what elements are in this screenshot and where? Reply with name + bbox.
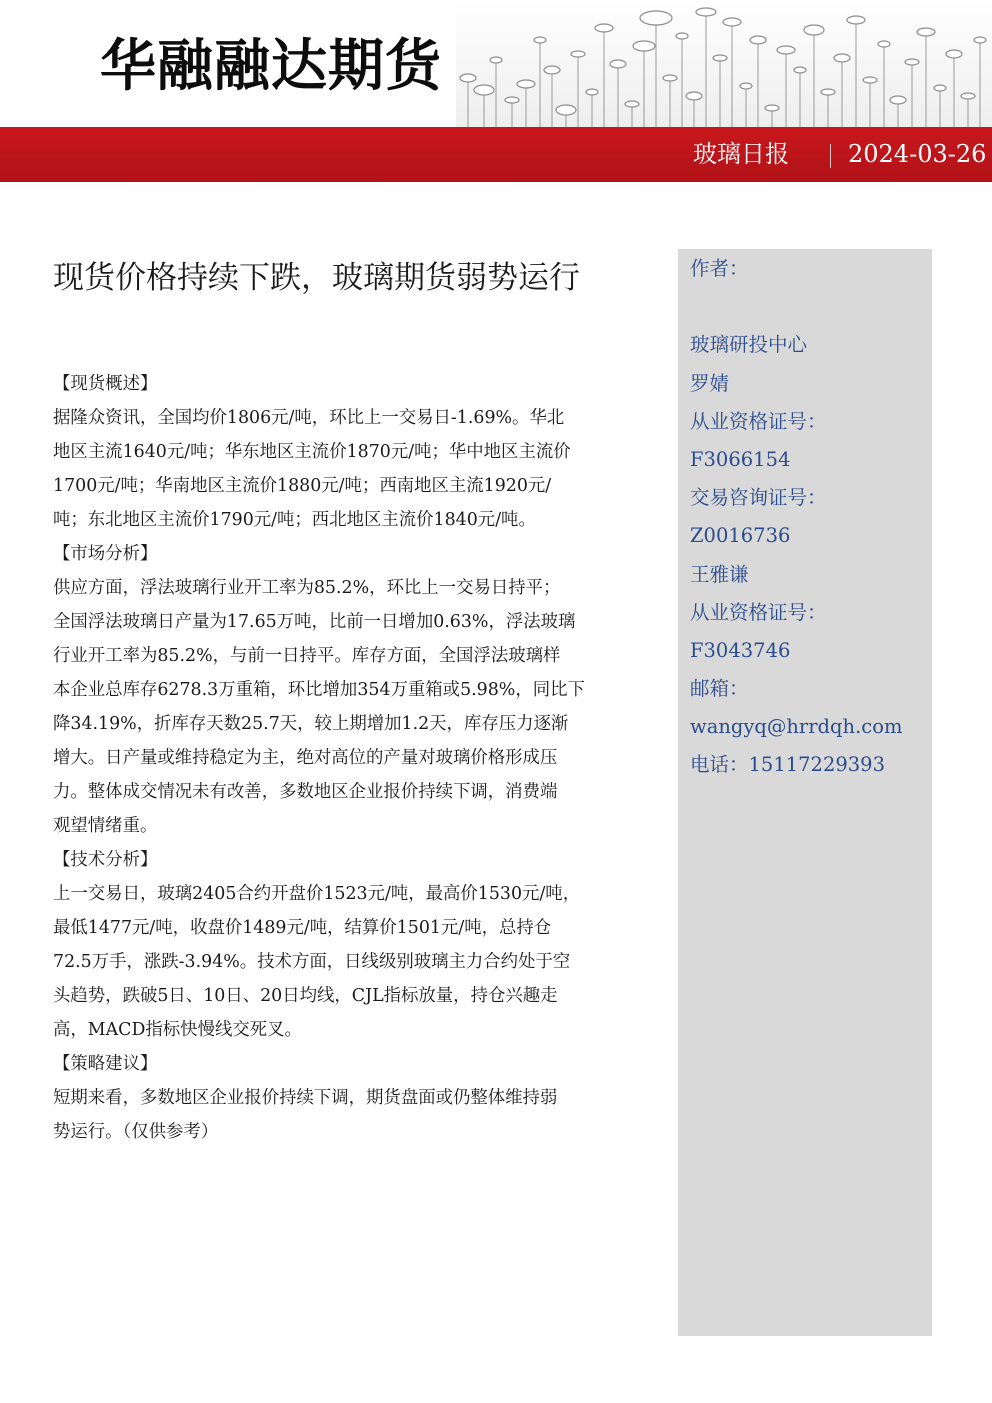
body-line: 地区主流1640元/吨；华东地区主流价1870元/吨；华中地区主流价 [53,442,571,462]
header-separator [830,144,831,168]
header-red-bar [0,127,992,182]
email-label: 邮箱： [690,677,749,701]
body-line: 上一交易日，玻璃2405合约开盘价1523元/吨，最高价1530元/吨， [53,884,581,904]
qualification-label: 从业资格证号： [690,409,827,433]
sidebar-spacer [690,288,926,326]
report-body [53,367,609,1149]
body-line: 供应方面，浮法玻璃行业开工率为85.2%，环比上一交易日持平； [53,578,561,598]
report-title: 现货价格持续下跌，玻璃期货弱势运行 [53,260,580,296]
body-line: 增大。日产量或维持稳定为主，绝对高位的产量对玻璃价格形成压 [53,748,558,768]
author-name: 罗婧 [690,371,730,395]
email-address[interactable]: wangyq@hrrdqh.com [690,715,903,739]
report-type-label: 玻璃日报 [693,140,789,168]
qualification-number: F3066154 [690,447,791,471]
body-line: 吨；东北地区主流价1790元/吨；西北地区主流价1840元/吨。 [53,510,536,530]
body-line: 力。整体成交情况未有改善，多数地区企业报价持续下调，消费端 [53,782,558,802]
author-info-list [690,250,926,785]
consulting-label: 交易咨询证号： [690,486,827,510]
body-line: 头趋势，跌破5日、10日、20日均线，CJL指标放量，持仓兴趣走 [53,986,558,1006]
body-line: 短期来看，多数地区企业报价持续下调，期货盘面或仍整体维持弱 [53,1088,558,1108]
author-label: 作者： [690,257,749,280]
qualification-label: 从业资格证号： [690,600,827,624]
body-line: 势运行。（仅供参考） [53,1122,219,1142]
consulting-number: Z0016736 [690,524,791,548]
section-heading-spot: 【现货概述】 [53,374,158,394]
report-header [0,0,992,182]
body-line: 观望情绪重。 [53,816,158,836]
body-line: 全国浮法玻璃日产量为17.65万吨，比前一日增加0.63%，浮法玻璃 [53,612,576,632]
body-line: 72.5万手，涨跌-3.94%。技术方面，日线级别玻璃主力合约处于空 [53,952,571,972]
company-logo-text: 华融融达期货 [100,34,442,99]
phone-line: 电话：15117229393 [690,753,885,777]
section-heading-strategy: 【策略建议】 [53,1054,158,1074]
body-line: 1700元/吨；华南地区主流价1880元/吨；西南地区主流1920元/ [53,476,552,496]
report-date: 2024-03-26 [848,140,987,168]
body-line: 高，MACD指标快慢线交死叉。 [53,1020,302,1040]
body-line: 据隆众资讯，全国均价1806元/吨，环比上一交易日-1.69%。华北 [53,408,565,428]
decorative-lines-graphic [456,0,992,128]
body-line: 行业开工率为85.2%，与前一日持平。库存方面，全国浮法玻璃样 [53,646,561,666]
body-line: 降34.19%，折库存天数25.7天，较上期增加1.2天，库存压力逐渐 [53,714,569,734]
qualification-number: F3043746 [690,638,791,662]
author-name: 王雅谦 [690,562,749,586]
body-line: 最低1477元/吨，收盘价1489元/吨，结算价1501元/吨，总持仓 [53,918,552,938]
body-line: 本企业总库存6278.3万重箱，环比增加354万重箱或5.98%，同比下 [53,680,585,700]
research-center: 玻璃研投中心 [690,333,808,357]
section-heading-market: 【市场分析】 [53,544,158,564]
section-heading-technical: 【技术分析】 [53,850,158,870]
